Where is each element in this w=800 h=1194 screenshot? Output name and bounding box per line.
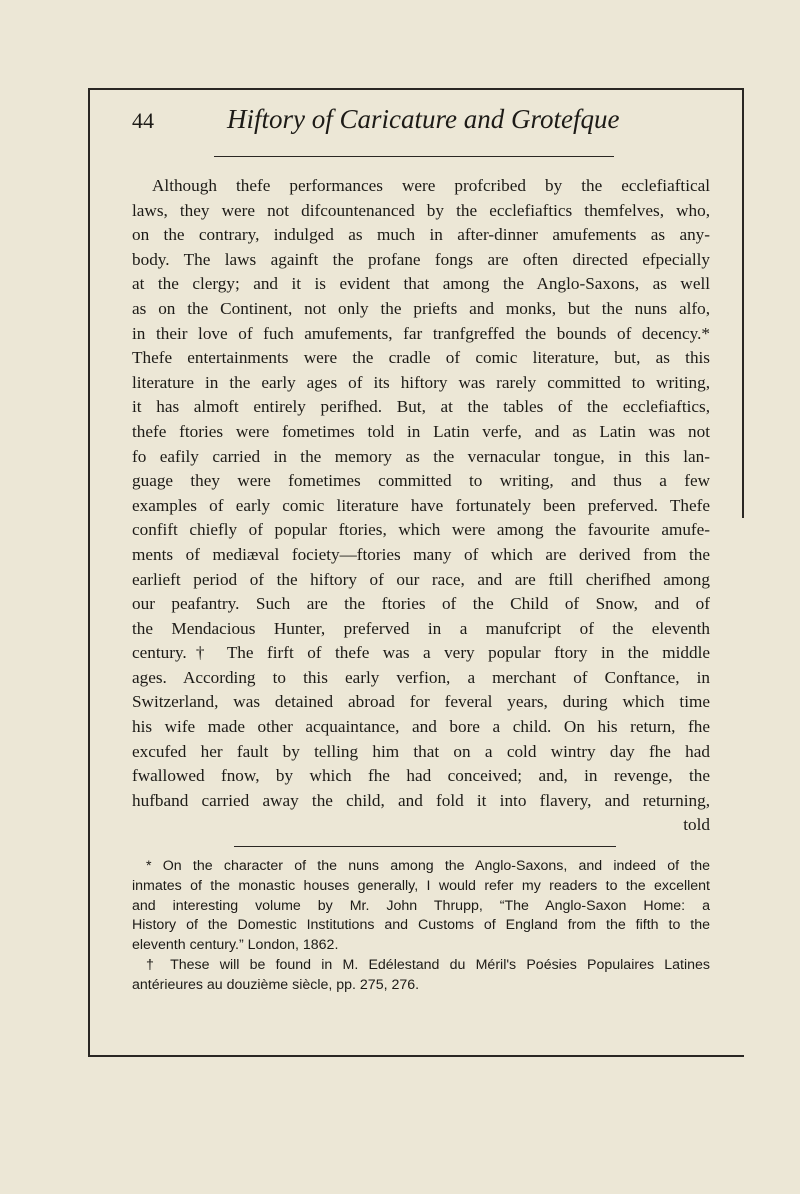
footnote-line: antérieures au douzième siècle, pp. 275, 276.: [132, 976, 420, 993]
body-line: body. The laws againft the profane fongs are often directed efpecially: [132, 249, 710, 269]
body-line: in their love of fuch amufements, far tranfgreffed the bounds of decency.*: [132, 323, 710, 343]
body-text: [132, 174, 710, 838]
catchword: told: [683, 815, 710, 835]
footnote-line: and interesting volume by Mr. John Thrupp, “The Anglo-Saxon Home: a: [132, 897, 710, 914]
body-line: Thefe entertainments were the cradle of comic literature, but, as this: [132, 348, 710, 368]
body-line: as on the Continent, not only the priefts and monks, but the nuns alfo,: [132, 298, 710, 318]
body-line: examples of early comic literature have fortunately been preferved. Thefe: [132, 495, 710, 515]
footnote-line: * On the character of the nuns among the Anglo-Saxons, and indeed of the: [146, 858, 710, 874]
body-line: confift chiefly of popular ftories, which were among the favourite amufe-: [132, 520, 710, 540]
body-line: at the clergy; and it is evident that among the Anglo-Saxons, as well: [132, 274, 710, 294]
header-rule: [214, 156, 614, 157]
body-line: earlieft period of the hiftory of our race, and are ftill cherifhed among: [132, 569, 710, 589]
body-line: literature in the early ages of its hiftory was rarely committed to writing,: [132, 372, 710, 392]
running-title: Hiftory of Caricature and Grotefque: [227, 104, 620, 134]
footnote-rule: [234, 846, 616, 847]
footnote-line: † These will be found in M. Edélestand du Méril's Poésies Populaires Latines: [146, 956, 710, 973]
body-line: laws, they were not difcountenanced by the ecclefiaftics themfelves, who,: [132, 200, 710, 220]
body-line: hufband carried away the child, and fold it into flavery, and returning,: [132, 790, 710, 810]
footnote-line: eleventh century.” London, 1862.: [132, 937, 339, 954]
footnotes: [132, 857, 710, 996]
body-line: our peafantry. Such are the ftories of the Child of Snow, and of: [132, 594, 710, 614]
body-line: ments of mediæval fociety—ftories many of which are derived from the: [132, 544, 710, 564]
footnote-line: inmates of the monastic houses generally, I would refer my readers to the excellent: [132, 877, 710, 894]
body-line: it has almoft entirely perifhed. But, at the tables of the ecclefiaftics,: [132, 397, 710, 417]
body-line: on the contrary, indulged as much in after-dinner amufements as any-: [132, 225, 710, 245]
body-line: fwallowed fnow, by which fhe had conceived; and, in revenge, the: [132, 766, 710, 786]
page-border-right: [742, 88, 744, 518]
body-line: century.† The firft of thefe was a very popular ftory in the middle: [132, 643, 710, 663]
page-header: [132, 104, 712, 148]
body-line: Although thefe performances were profcribed by the ecclefiaftical: [152, 176, 710, 195]
body-line: his wife made other acquaintance, and bore a child. On his return, fhe: [132, 717, 710, 737]
body-line: fo eafily carried in the memory as the vernacular tongue, in this lan-: [132, 446, 710, 466]
page-number: 44: [132, 108, 154, 133]
body-line: guage they were fometimes committed to writing, and thus a few: [132, 471, 710, 491]
body-line: thefe ftories were fometimes told in Latin verfe, and as Latin was not: [132, 421, 710, 441]
body-line: the Mendacious Hunter, preferved in a manufcript of the eleventh: [132, 618, 710, 638]
body-line: ages. According to this early verfion, a merchant of Conftance, in: [132, 667, 710, 687]
body-line: Switzerland, was detained abroad for feveral years, during which time: [132, 692, 710, 712]
body-line: excufed her fault by telling him that on a cold wintry day fhe had: [132, 741, 710, 761]
footnote-line: History of the Domestic Institutions and Customs of England from the fifth to the: [132, 917, 710, 934]
